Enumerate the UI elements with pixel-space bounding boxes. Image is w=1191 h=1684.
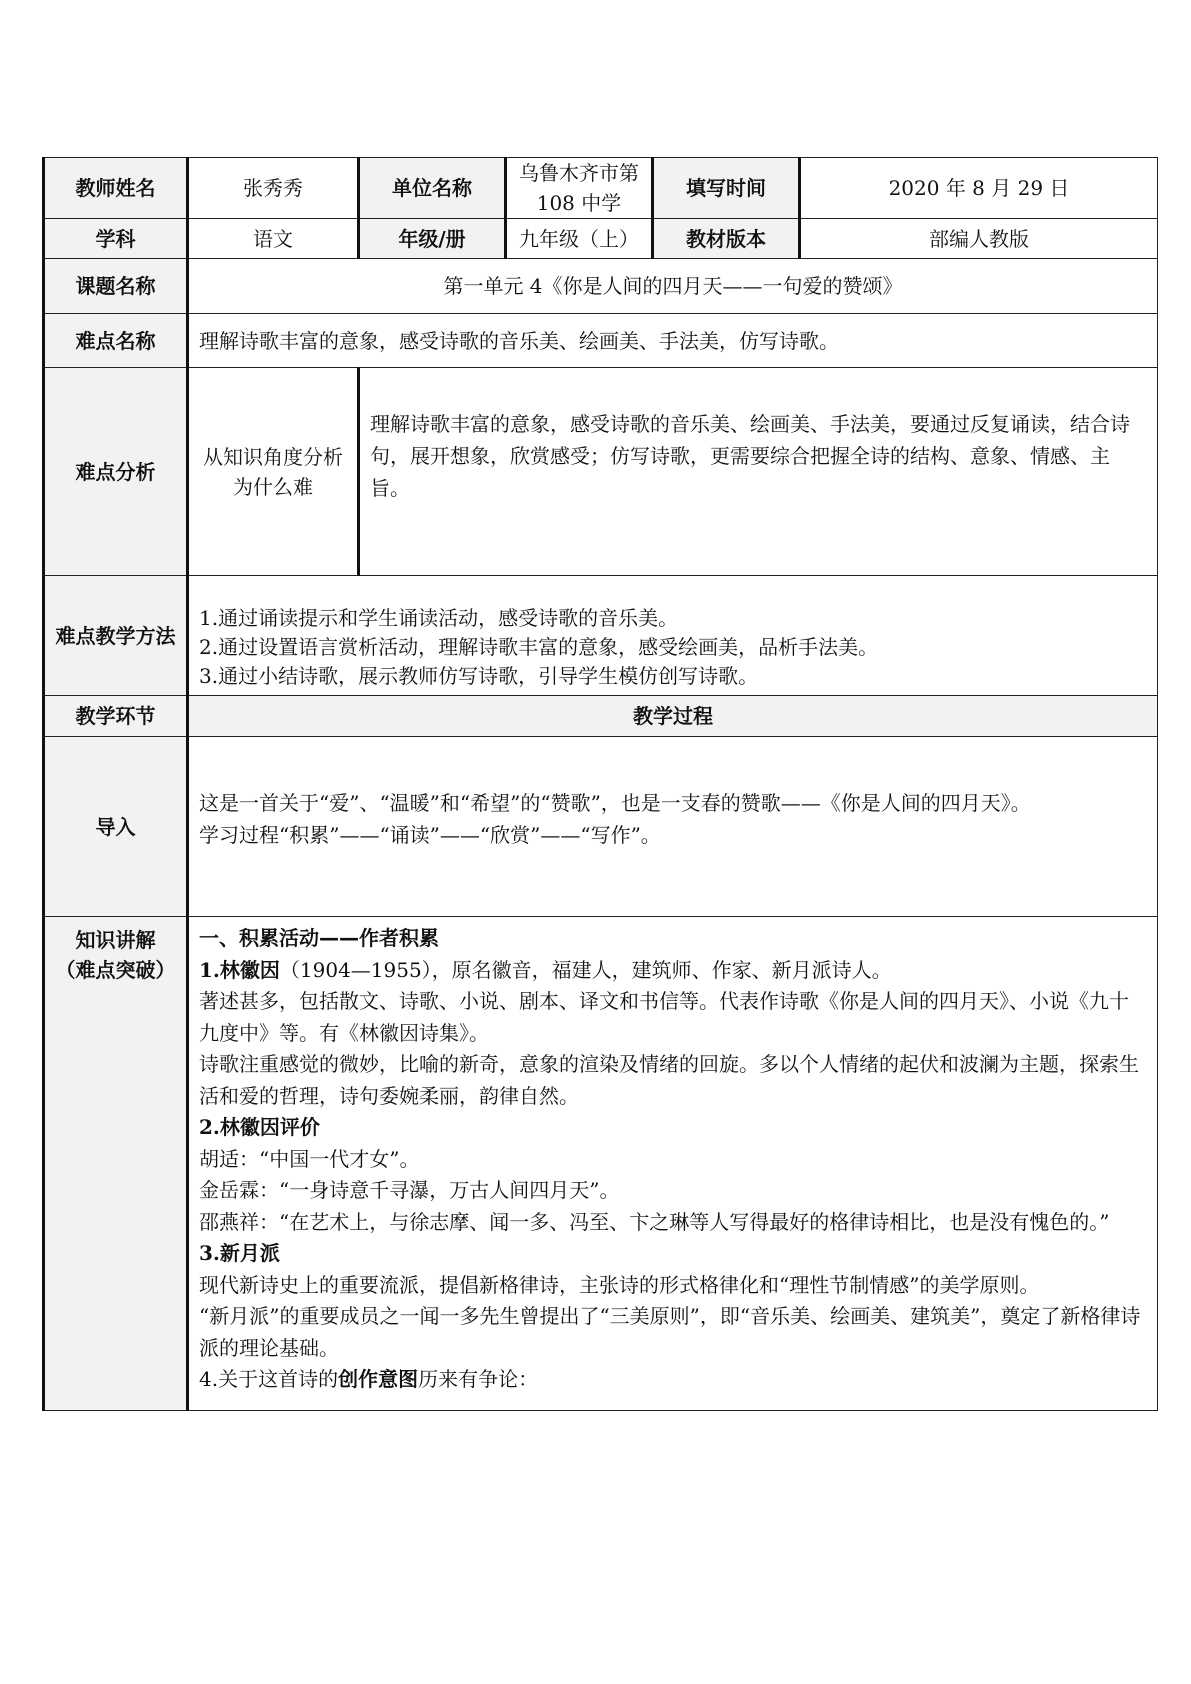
method-item: 3.通过小结诗歌，展示教师仿写诗歌，引导学生模仿创写诗歌。	[199, 664, 759, 688]
intro-paragraph: 学习过程“积累”——“诵读”——“欣赏”——“写作”。	[199, 822, 661, 847]
textbook-label: 教材版本	[653, 219, 800, 259]
method-item: 2.通过设置语言赏析活动，理解诗歌丰富的意象，感受绘画美，品析手法美。	[199, 635, 879, 659]
title-row	[44, 259, 1158, 314]
lesson-title-label: 课题名称	[44, 259, 188, 314]
method-list	[188, 576, 1158, 696]
knowledge-paragraph: 胡适：“中国一代才女”。	[199, 1146, 420, 1171]
date-value: 2020 年 8 月 29 日	[800, 158, 1158, 219]
intro-paragraph: 这是一首关于“爱”、“温暖”和“希望”的“赞歌”，也是一支春的赞歌——《你是人间的四月天》。	[199, 790, 1031, 815]
knowledge-item-4-post: 历来有争论：	[418, 1367, 539, 1391]
subject-value: 语文	[188, 219, 359, 259]
process-label: 教学过程	[188, 696, 1158, 737]
knowledge-paragraph: 邵燕祥：“在艺术上，与徐志摩、闻一多、冯至、卞之琳等人写得最好的格律诗相比，也是没有愧色的。”	[199, 1209, 1110, 1234]
knowledge-paragraph: 著述甚多，包括散文、诗歌、小说、剧本、译文和书信等。代表作诗歌《你是人间的四月天》、小说《九十九度中》等。有《林徽因诗集》。	[199, 989, 1129, 1045]
knowledge-paragraph: 现代新诗史上的重要流派，提倡新格律诗，主张诗的形式格律化和“理性节制情感”的美学原则。	[199, 1272, 1040, 1297]
knowledge-row	[44, 917, 1158, 1411]
knowledge-label-line1: 知识讲解	[75, 928, 156, 952]
knowledge-item-3-head: 3.新月派	[199, 1241, 280, 1265]
header-row-2	[44, 219, 1158, 259]
knowledge-label	[44, 917, 188, 1411]
knowledge-item-1-rest: （1904—1955），原名徽音，福建人，建筑师、作家、新月派诗人。	[279, 957, 892, 982]
unit-value	[506, 158, 653, 219]
unit-value-line1: 乌鲁木齐市第	[519, 161, 639, 185]
intro-row	[44, 737, 1158, 917]
header-row-1	[44, 158, 1158, 219]
stage-label: 教学环节	[44, 696, 188, 737]
analysis-sub-line2: 为什么难	[233, 474, 313, 499]
teacher-label: 教师姓名	[44, 158, 188, 219]
subject-label: 学科	[44, 219, 188, 259]
grade-value: 九年级（上）	[506, 219, 653, 259]
knowledge-section-title: 一、积累活动——作者积累	[199, 926, 439, 950]
process-header-row	[44, 696, 1158, 737]
knowledge-item-1-head: 1.林徽因	[199, 957, 280, 982]
analysis-row	[44, 368, 1158, 576]
knowledge-label-line2: （难点突破）	[55, 958, 176, 982]
difficulty-value: 理解诗歌丰富的意象，感受诗歌的音乐美、绘画美、手法美，仿写诗歌。	[188, 314, 1158, 368]
method-row	[44, 576, 1158, 696]
knowledge-content	[188, 917, 1158, 1411]
lesson-title-value: 第一单元 4《你是人间的四月天——一句爱的赞颂》	[188, 259, 1158, 314]
textbook-value: 部编人教版	[800, 219, 1158, 259]
analysis-sub-label	[188, 368, 359, 576]
analysis-value: 理解诗歌丰富的意象，感受诗歌的音乐美、绘画美、手法美，要通过反复诵读，结合诗句，展开想象，欣赏感受；仿写诗歌，更需要综合把握全诗的结构、意象、情感、主旨。	[359, 368, 1158, 576]
knowledge-item-1	[199, 955, 1147, 987]
date-label: 填写时间	[653, 158, 800, 219]
unit-value-line2: 108 中学	[536, 191, 622, 215]
lesson-plan-table	[42, 157, 1158, 1411]
intro-content	[188, 737, 1158, 917]
method-item: 1.通过诵读提示和学生诵读活动，感受诗歌的音乐美。	[199, 606, 679, 630]
knowledge-paragraph: 诗歌注重感觉的微妙，比喻的新奇，意象的渲染及情绪的回旋。多以个人情绪的起伏和波澜为主题，探索生活和爱的哲理，诗句委婉柔丽，韵律自然。	[199, 1052, 1139, 1108]
method-label: 难点教学方法	[44, 576, 188, 696]
lesson-plan-sheet	[42, 157, 1156, 1411]
difficulty-label: 难点名称	[44, 314, 188, 368]
unit-label: 单位名称	[359, 158, 506, 219]
knowledge-paragraph: “新月派”的重要成员之一闻一多先生曾提出了“三美原则”，即“音乐美、绘画美、建筑美”，奠定了新格律诗派的理论基础。	[199, 1304, 1141, 1360]
analysis-label: 难点分析	[44, 368, 188, 576]
intro-label: 导入	[44, 737, 188, 917]
grade-label: 年级/册	[359, 219, 506, 259]
knowledge-paragraph: 金岳霖：“一身诗意千寻瀑，万古人间四月天”。	[199, 1178, 620, 1202]
difficulty-row	[44, 314, 1158, 368]
knowledge-item-2-head: 2.林徽因评价	[199, 1115, 320, 1139]
knowledge-item-4-bold: 创作意图	[338, 1367, 419, 1391]
analysis-sub-line1: 从知识角度分析	[203, 444, 343, 469]
knowledge-item-4	[199, 1364, 1147, 1396]
teacher-value: 张秀秀	[188, 158, 359, 219]
knowledge-item-4-pre: 4.关于这首诗的	[199, 1367, 339, 1391]
